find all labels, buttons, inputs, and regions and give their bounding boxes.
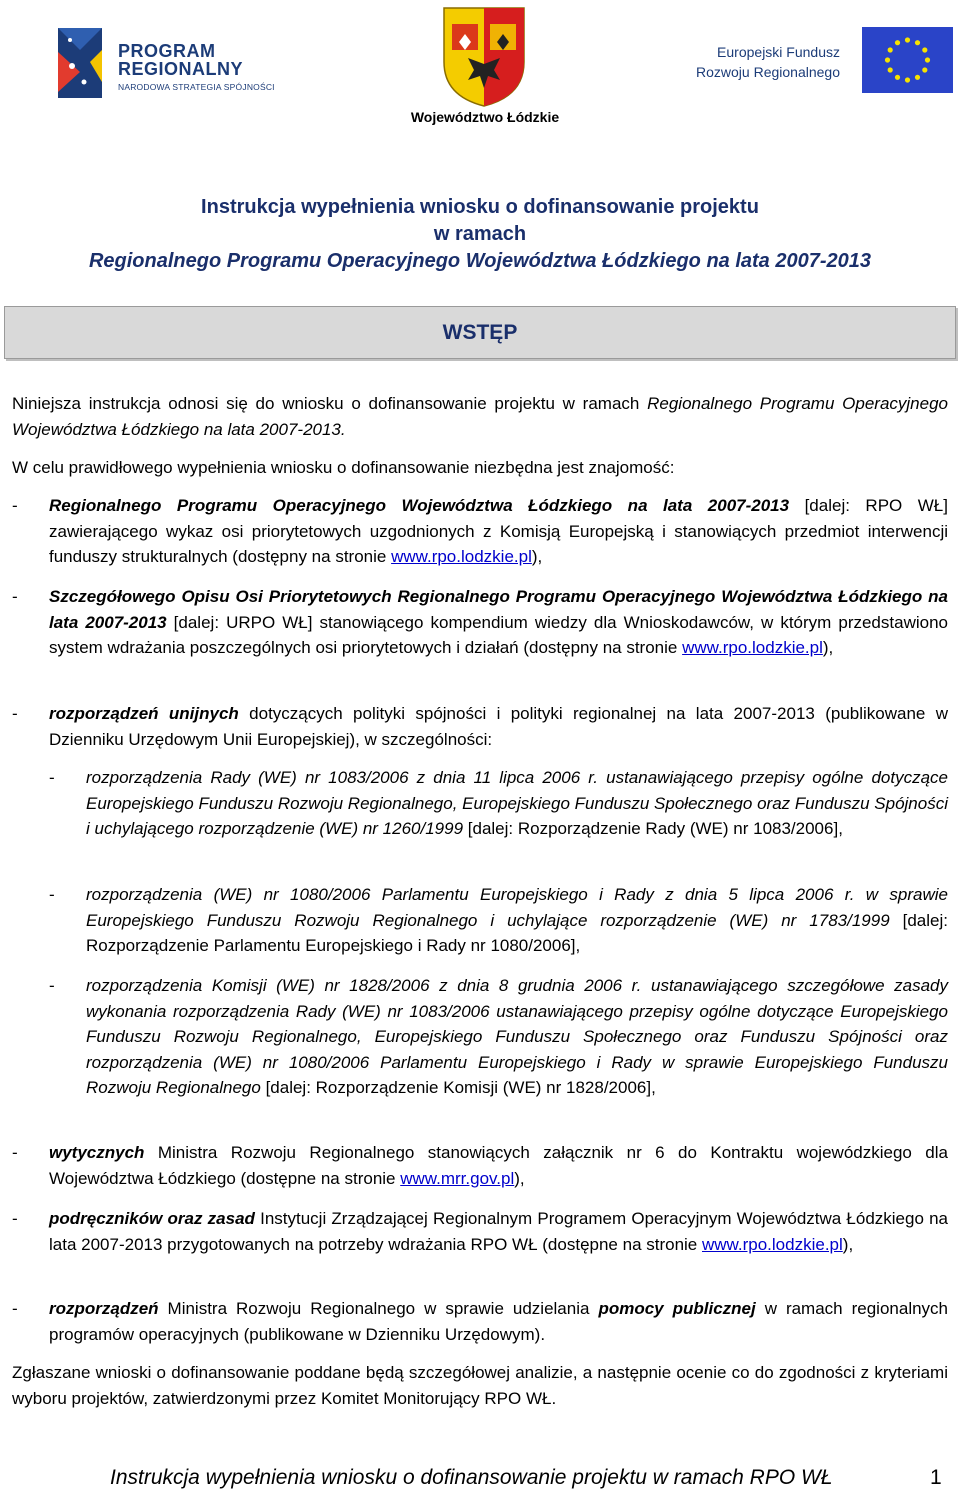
link-rpo-lodzkie[interactable]: www.rpo.lodzkie.pl [682, 638, 823, 657]
sublist-item-1828: rozporządzenia Komisji (WE) nr 1828/2006 z dnia 8 grudnia 2006 r. ustanawiającego szczegółowe zasady wykonania rozporządzenia Rady (WE) nr 1083/2006 ustanawiającego przepisy ogólne dotyczące Europejskiego Funduszu Rozwoju Regionalnego, Europejskiego Funduszu Społecznego oraz Funduszu Spójności oraz rozporządzenia (WE) nr 1080/2006 Parlamentu Europejskiego i Rady w sprawie Europejskiego Funduszu Rozwoju Regionalnego [dalej: Rozporządzenie Komisji (WE) nr 1828/2006], [86, 976, 948, 1097]
sublist-item-1080: rozporządzenia (WE) nr 1080/2006 Parlamentu Europejskiego i Rady z dnia 5 lipca 2006 r. w sprawie Europejskiego Funduszu Rozwoju Regionalnego i uchylające rozporządzenie (WE) nr 1783/1999 [dalej: Rozporządzenie Parlamentu Europejskiego i Rady nr 1080/2006], [86, 885, 948, 955]
list-dash: - [12, 1209, 18, 1228]
list-item-manuals: podręczników oraz zasad Instytucji Zrządzającej Regionalnym Programem Operacyjnym Województwa Łódzkiego na lata 2007-2013 przygotowanych na potrzeby wdrażania RPO WŁ (dostępne na stronie www.rpo.lodzkie.pl), [49, 1209, 949, 1254]
page-number: 1 [930, 1466, 942, 1489]
intro-paragraph: Niniejsza instrukcja odnosi się do wniosku o dofinansowanie projektu w ramach Regionalnego Programu Operacyjnego Województwa Łódzkiego na lata 2007-2013. [12, 394, 948, 439]
program-regionalny-logo [50, 22, 285, 102]
footer-title: Instrukcja wypełnienia wniosku o dofinansowanie projektu w ramach RPO WŁ [110, 1466, 833, 1489]
program-logo-subtitle: NARODOWA STRATEGIA SPÓJNOŚCI [118, 82, 275, 92]
lodzkie-crest-icon [440, 4, 528, 108]
title-line-3: Regionalnego Programu Operacyjnego Województwa Łódzkiego na lata 2007-2013 [88, 250, 872, 272]
title-line-2: w ramach [433, 223, 527, 245]
list-item-rpo: Regionalnego Programu Operacyjnego Województwa Łódzkiego na lata 2007-2013 [dalej: RPO WŁ] zawierającego wykaz osi priorytetowych uzgodnionych z Komisją Europejską i stanowiących przedmiot interwencji funduszy strukturalnych (dostępny na stronie www.rpo.lodzkie.pl), [49, 496, 948, 566]
list-item-eu-regulations: rozporządzeń unijnych dotyczących polityki spójności i polityki regionalnej na lata 2007-2013 (publikowane w Dzienniku Urzędowym Unii Europejskiej), w szczególności: [49, 704, 948, 749]
sublist-dash: - [49, 976, 55, 995]
intro-requirements: W celu prawidłowego wypełnienia wniosku o dofinansowanie niezbędna jest znajomość: [12, 458, 675, 477]
efrr-label: Europejski Fundusz Rozwoju Regionalnego [696, 44, 840, 80]
list-dash: - [12, 704, 18, 723]
list-item-guidelines: wytycznych Ministra Rozwoju Regionalnego stanowiących załącznik nr 6 do Kontraktu wojewódzkiego dla Województwa Łódzkiego (dostępne na stronie www.mrr.gov.pl), [49, 1143, 948, 1188]
section-heading: WSTĘP [442, 321, 518, 344]
crest-caption: Województwo Łódzkie [410, 109, 560, 125]
list-dash: - [12, 587, 18, 606]
link-rpo-lodzkie[interactable]: www.rpo.lodzkie.pl [391, 547, 532, 566]
sublist-dash: - [49, 885, 55, 904]
list-item-urpo: Szczegółowego Opisu Osi Priorytetowych Regionalnego Programu Operacyjnego Województwa Łódzkiego na lata 2007-2013 [dalej: URPO WŁ] stanowiącego kompendium wiedzy dla Wnioskodawców, w którym przedstawiono system wdrażania poszczególnych osi priorytetowych i działań (dostępny na stronie www.rpo.lodzkie.pl), [49, 587, 948, 657]
list-dash: - [12, 1143, 18, 1162]
list-dash: - [12, 1299, 18, 1318]
link-mrr-gov[interactable]: www.mrr.gov.pl [400, 1168, 515, 1188]
program-logo-mark [50, 22, 116, 102]
list-dash: - [12, 496, 18, 515]
section-heading-bar [4, 306, 956, 359]
list-item-state-aid: rozporządzeń Ministra Rozwoju Regionalnego w sprawie udzielania pomocy publicznej w ramach regionalnych programów operacyjnych (publikowane w Dzienniku Urzędowym). [49, 1299, 949, 1344]
eu-flag-icon [862, 27, 953, 93]
document-title [0, 194, 960, 275]
sublist-item-1083: rozporządzenia Rady (WE) nr 1083/2006 z dnia 11 lipca 2006 r. ustanawiającego przepisy ogólne dotyczące Europejskiego Funduszu Rozwoju Regionalnego, Europejskiego Funduszu Społecznego oraz Funduszu Spójności i uchylającego rozporządzenie (WE) nr 1260/1999 [dalej: Rozporządzenie Rady (WE) nr 1083/2006], [86, 768, 948, 838]
closing-paragraph: Zgłaszane wnioski o dofinansowanie poddane będą szczegółowej analizie, a następnie ocenie co do zgodności z kryteriami wyboru projektów, zatwierdzonymi przez Komitet Monitorujący RPO WŁ. [12, 1363, 948, 1408]
sublist-dash: - [49, 768, 55, 787]
title-line-1: Instrukcja wypełnienia wniosku o dofinansowanie projektu [201, 196, 759, 218]
link-rpo-lodzkie[interactable]: www.rpo.lodzkie.pl [702, 1234, 843, 1254]
program-logo-title: PROGRAM REGIONALNY [118, 41, 244, 79]
